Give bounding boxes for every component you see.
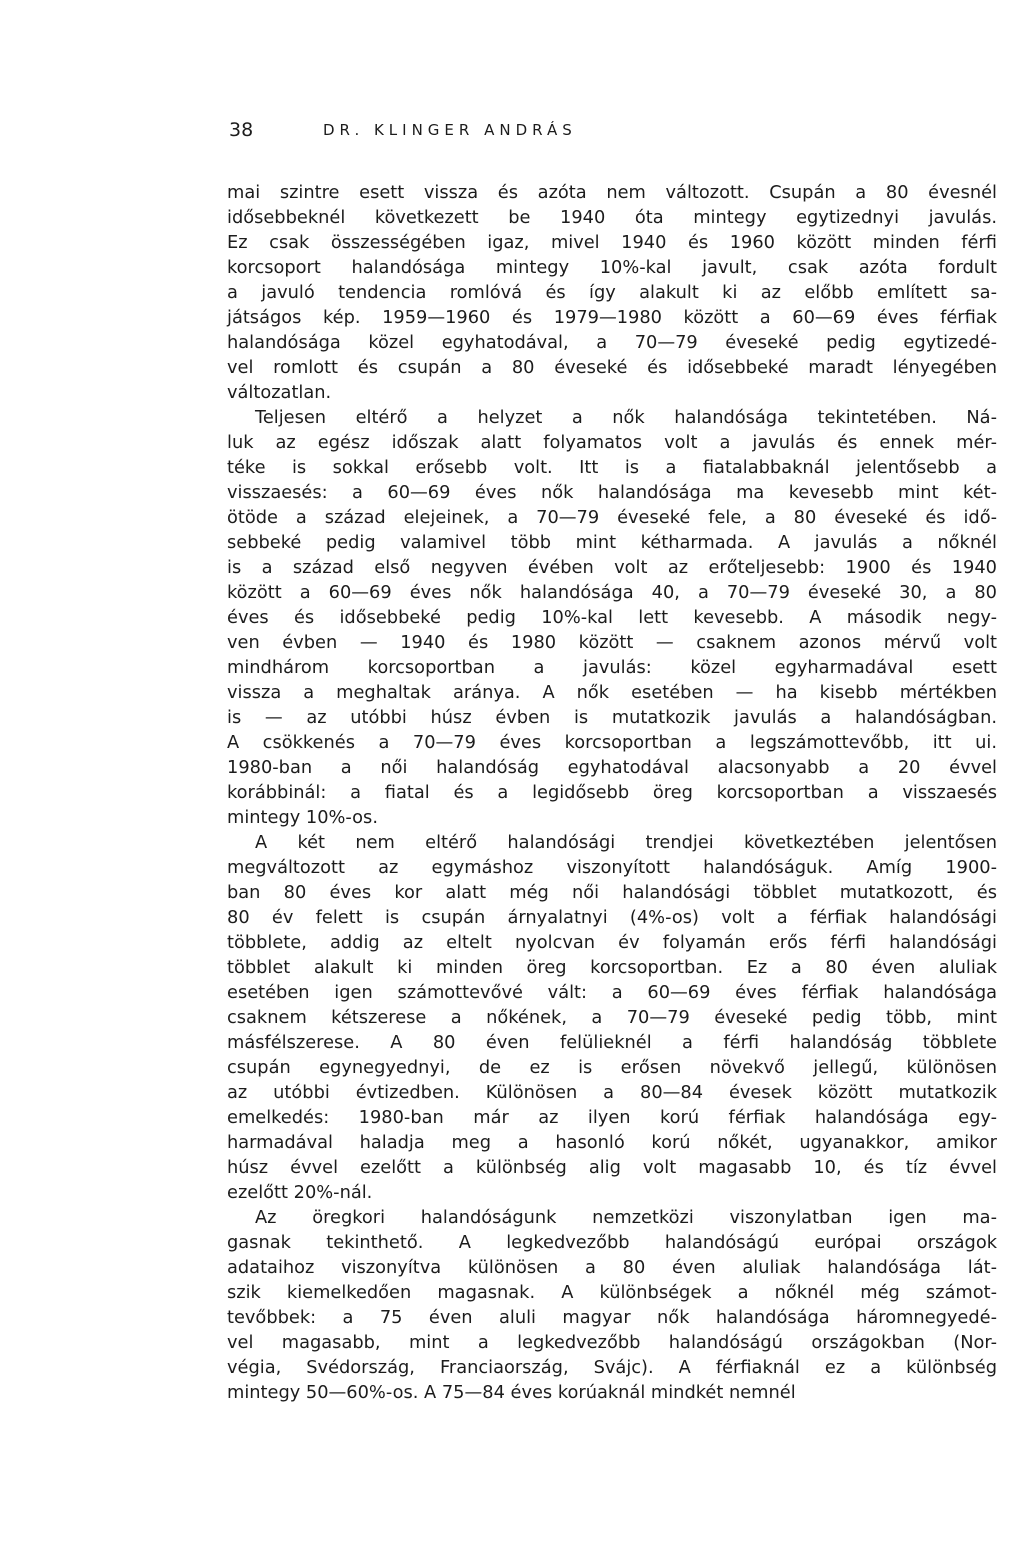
- text-line: adataihoz viszonyítva különösen a 80 éven aluliak halandósága lát-: [227, 1257, 997, 1278]
- text-line: esetében igen számottevővé vált: a 60—69 éves férfiak halandósága: [227, 982, 997, 1003]
- text-line: többlet alakult ki minden öreg korcsoportban. Ez a 80 éven aluliak: [227, 957, 997, 978]
- text-line: ban 80 éves kor alatt még női halandósági többlet mutatkozott, és: [227, 882, 997, 903]
- text-line: 80 év felett is csupán árnyalatnyi (4%-os) volt a férfiak halandósági: [227, 907, 997, 928]
- text-line: megváltozott az egymáshoz viszonyított halandóságuk. Amíg 1900-: [227, 857, 997, 878]
- text-line: a javuló tendencia romlóvá és így alakult ki az előbb említett sa-: [227, 282, 997, 303]
- text-line: 1980-ban a női halandóság egyhatodával alacsonyabb a 20 évvel: [227, 757, 997, 778]
- text-line: ven évben — 1940 és 1980 között — csaknem azonos mérvű volt: [227, 632, 997, 653]
- text-line: az utóbbi évtizedben. Különösen a 80—84 évesek között mutatkozik: [227, 1082, 997, 1103]
- text-line: emelkedés: 1980-ban már az ilyen korú férfiak halandósága egy-: [227, 1107, 997, 1128]
- text-line: tevőbbek: a 75 éven aluli magyar nők halandósága háromnegyedé-: [227, 1307, 997, 1328]
- text-line: idősebbeknél következett be 1940 óta mintegy egytizednyi javulás.: [227, 207, 997, 228]
- text-line: harmadával haladja meg a hasonló korú nőkét, ugyanakkor, amikor: [227, 1132, 997, 1153]
- text-line: téke is sokkal erősebb volt. Itt is a fiatalabbaknál jelentősebb a: [227, 457, 997, 478]
- text-line: éves és idősebbeké pedig 10%-kal lett kevesebb. A második negy-: [227, 607, 997, 628]
- text-line: között a 60—69 éves nők halandósága 40, a 70—79 éveseké 30, a 80: [227, 582, 997, 603]
- text-line: mai szintre esett vissza és azóta nem változott. Csupán a 80 évesnél: [227, 182, 997, 203]
- body-text: [227, 180, 997, 1405]
- text-line: húsz évvel ezelőtt a különbség alig volt magasabb 10, és tíz évvel: [227, 1157, 997, 1178]
- text-line: játságos kép. 1959—1960 és 1979—1980 között a 60—69 éves férfiak: [227, 307, 997, 328]
- text-line: mintegy 10%-os.: [227, 807, 378, 828]
- text-line: korcsoport halandósága mintegy 10%-kal javult, csak azóta fordult: [227, 257, 997, 278]
- text-line: vissza a meghaltak aránya. A nők esetében — ha kisebb mértékben: [227, 682, 997, 703]
- text-line: Az öregkori halandóságunk nemzetközi viszonylatban igen ma-: [255, 1207, 997, 1228]
- text-line: korábbinál: a fiatal és a legidősebb öreg korcsoportban a visszaesés: [227, 782, 997, 803]
- text-line: A csökkenés a 70—79 éves korcsoportban a legszámottevőbb, itt ui.: [227, 732, 997, 753]
- text-line: luk az egész időszak alatt folyamatos volt a javulás és ennek mér-: [227, 432, 997, 453]
- text-line: csaknem kétszerese a nőkének, a 70—79 éveseké pedig több, mint: [227, 1007, 997, 1028]
- text-line: is — az utóbbi húsz évben is mutatkozik javulás a halandóságban.: [227, 707, 997, 728]
- text-line: is a század első negyven évében volt az erőteljesebb: 1900 és 1940: [227, 557, 997, 578]
- text-line: változatlan.: [227, 382, 332, 403]
- text-line: ezelőtt 20%-nál.: [227, 1182, 373, 1203]
- text-line: Ez csak összességében igaz, mivel 1940 és 1960 között minden férfi: [227, 232, 997, 253]
- text-line: mintegy 50—60%-os. A 75—84 éves korúaknál mindkét nemnél: [227, 1382, 796, 1403]
- text-line: mindhárom korcsoportban a javulás: közel egyharmadával esett: [227, 657, 997, 678]
- running-head: DR. KLINGER ANDRÁS: [323, 121, 577, 139]
- paragraph: [227, 405, 997, 830]
- text-line: vel romlott és csupán a 80 éveseké és idősebbeké maradt lényegében: [227, 357, 997, 378]
- text-line: vel magasabb, mint a legkedvezőbb halandóságú országokban (Nor-: [227, 1332, 997, 1353]
- text-line: visszaesés: a 60—69 éves nők halandósága ma kevesebb mint két-: [227, 482, 997, 503]
- text-line: sebbeké pedig valamivel több mint kétharmada. A javulás a nőknél: [227, 532, 997, 553]
- paragraph: [227, 180, 997, 405]
- text-line: A két nem eltérő halandósági trendjei következtében jelentősen: [255, 832, 997, 853]
- text-line: halandósága közel egyhatodával, a 70—79 éveseké pedig egytizedé-: [227, 332, 997, 353]
- text-line: szik kiemelkedően magasnak. A különbségek a nőknél még számot-: [227, 1282, 997, 1303]
- text-line: végia, Svédország, Franciaország, Svájc). A férfiaknál ez a különbség: [227, 1357, 997, 1378]
- text-line: többlete, addig az eltelt nyolcvan év folyamán erős férfi halandósági: [227, 932, 997, 953]
- page-header: [229, 119, 769, 147]
- text-line: másfélszerese. A 80 éven felülieknél a férfi halandóság többlete: [227, 1032, 997, 1053]
- paragraph: [227, 1205, 997, 1405]
- text-line: csupán egynegyednyi, de ez is erősen növekvő jellegű, különösen: [227, 1057, 997, 1078]
- paragraph: [227, 830, 997, 1205]
- page-number: 38: [229, 119, 254, 141]
- text-line: Teljesen eltérő a helyzet a nők halandósága tekintetében. Ná-: [255, 407, 997, 428]
- text-line: gasnak tekinthető. A legkedvezőbb halandóságú európai országok: [227, 1232, 997, 1253]
- text-line: ötöde a század elejeinek, a 70—79 éveseké fele, a 80 éveseké és idő-: [227, 507, 997, 528]
